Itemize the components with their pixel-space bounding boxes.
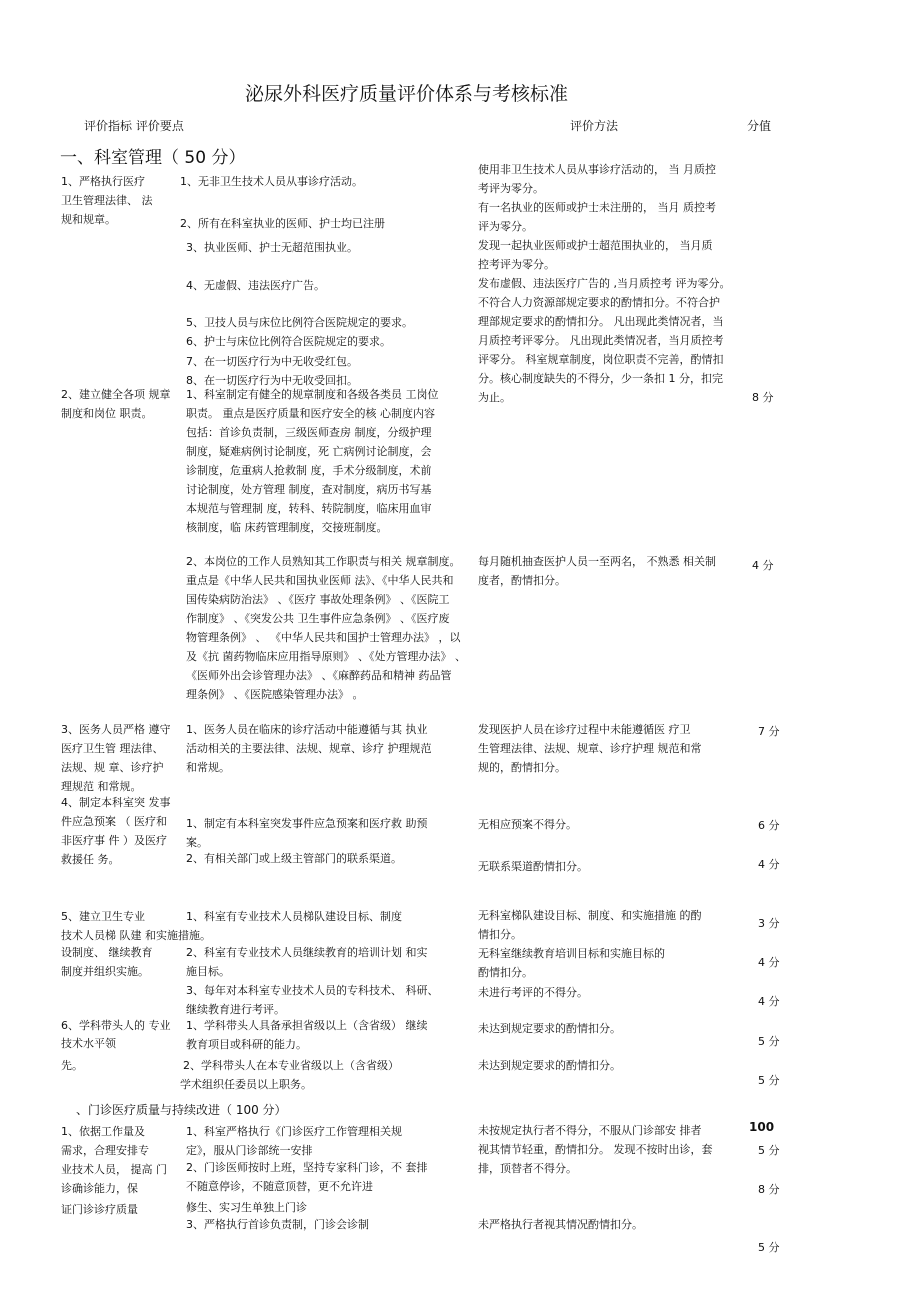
indicator4-label-line: 非医疗事 件 ）及医疗: [61, 834, 167, 847]
point-line: 重点是《中华人民共和国执业医师 法》、《中华人民共和: [186, 574, 454, 587]
indicator1-point-1: 1、无非卫生技术人员从事诊疗活动。: [180, 175, 363, 188]
indicator3-label-line: 3、医务人员严格 遵守: [61, 723, 171, 736]
point-line: 1、医务人员在临床的诊疗活动中能遵循与其 执业: [186, 723, 428, 736]
indicator2-label-line: 2、建立健全各项 规章: [61, 388, 171, 401]
indicator4-label-line: 4、制定本科室突 发事: [61, 796, 171, 809]
indicator6-label-3: 先。: [61, 1059, 83, 1072]
point-line: 2、本岗位的工作人员熟知其工作职责与相关 规章制度。: [186, 555, 461, 568]
indicator1-point-4: 4、无虚假、违法医疗广告。: [186, 279, 325, 292]
header-method: 评价方法: [570, 119, 619, 133]
indicator1-method: [478, 160, 731, 407]
point-line: 职责。 重点是医疗质量和医疗安全的核 心制度内容: [186, 407, 435, 420]
indicator2-point-2: [186, 552, 466, 704]
indicator1-point-6: 6、护士与床位比例符合医院规定的要求。: [186, 335, 391, 348]
point-line: 和常规。: [186, 761, 230, 774]
indicator5-point-1: 1、科室有专业技术人员梯队建设目标、制度: [186, 910, 402, 923]
indicator6-point-2: [180, 1056, 399, 1094]
point-line: 物管理条例》 、 《中华人民共和国护士管理办法》 ，以: [186, 631, 461, 644]
point-line: 修生、实习生单独上门诊: [186, 1201, 307, 1214]
point-line: 1、学科带头人具备承担省级以上（含省级） 继续: [186, 1019, 428, 1032]
s2-indicator1-point-3: 3、严格执行首诊负责制，门诊会诊制: [186, 1218, 369, 1231]
indicator4-point-2: 2、有相关部门或上级主管部门的联系渠道。: [186, 852, 402, 865]
indicator6-label-2: 技术水平领: [61, 1037, 116, 1050]
method-line: 分。核心制度缺失的不得分，少一条扣 1 分，扣完: [478, 372, 723, 385]
method-line: 视其情节轻重，酌情扣分。 发现不按时出诊，套: [478, 1143, 713, 1156]
s2-indicator1-point-1: [186, 1122, 402, 1160]
section1-title: 一、科室管理（ 50 分）: [60, 148, 246, 168]
section2-title: 、门诊医疗质量与持续改进（ 100 分）: [76, 1103, 287, 1117]
s2-indicator1-label-line: 证门诊诊疗质量: [61, 1203, 138, 1216]
point-line: 国传染病防治法》 、《医疗 事故处理条例》 、《医院工: [186, 593, 450, 606]
indicator3-point: [186, 720, 432, 777]
method-line: 规的，酌情扣分。: [478, 761, 566, 774]
indicator5-score-2: 4 分: [758, 956, 780, 969]
s2-indicator1-label-line: 诊确诊能力，保: [61, 1182, 138, 1195]
s2-indicator1-score-3: 5 分: [758, 1241, 780, 1254]
point-line: 学术组织任委员以上职务。: [180, 1078, 312, 1091]
method-line: 未按规定执行者不得分，不服从门诊部安 排者: [478, 1124, 702, 1137]
point-line: 不随意停诊，不随意顶替，更不允许进: [186, 1180, 373, 1193]
header-indicator-points: 评价指标 评价要点: [84, 119, 184, 133]
method-line: 发布虚假、违法医疗广告的 ,当月质控考 评为零分。: [478, 277, 731, 290]
method-line: 考评为零分。: [478, 182, 544, 195]
indicator5-label-4: 制度并组织实施。: [61, 965, 149, 978]
indicator6-score-1: 5 分: [758, 1035, 780, 1048]
method-line: 不符合人力资源部规定要求的酌情扣分。不符合护: [478, 296, 720, 309]
s2-indicator1-point-2: [186, 1158, 428, 1217]
indicator5-score-1: 3 分: [758, 917, 780, 930]
indicator1-point-2: 2、所有在科室执业的医师、护士均已注册: [180, 217, 385, 230]
point-line: 施目标。: [186, 965, 230, 978]
point-line: 及《抗 菌药物临床应用指导原则》 、《处方管理办法》 、: [186, 650, 466, 663]
method-line: 发现一起执业医师或护士超范围执业的， 当月质: [478, 239, 713, 252]
indicator6-point-1: [186, 1016, 428, 1054]
point-line: 定》，服从门诊部统一安排: [186, 1144, 313, 1157]
page-title: 泌尿外科医疗质量评价体系与考核标准: [245, 83, 569, 105]
indicator2-score-2: 4 分: [752, 559, 774, 572]
indicator1-point-5: 5、卫技人员与床位比例符合医院规定的要求。: [186, 316, 413, 329]
indicator5-label-2: 技术人员梯 队建 和实施措施。: [61, 929, 211, 942]
point-line: 作制度》 、《突发公共 卫生事件应急条例》 、《医疗废: [186, 612, 450, 625]
method-line: 为止。: [478, 391, 511, 404]
indicator5-method-3: 未进行考评的不得分。: [478, 986, 588, 999]
method-line: 情扣分。: [478, 928, 522, 941]
indicator5-score-3: 4 分: [758, 995, 780, 1008]
method-line: 评为零分。: [478, 220, 533, 233]
indicator4-label: [61, 793, 171, 869]
indicator3-label: [61, 720, 171, 796]
point-line: 2、学科带头人在本专业省级以上（含省级）: [183, 1059, 399, 1072]
indicator5-label-1: 5、建立卫生专业: [61, 910, 145, 923]
indicator5-point-2: [186, 943, 428, 981]
point-line: 本规范与管理制 度，转科、转院制度，临床用血审: [186, 502, 432, 515]
s2-indicator1-score-2: 8 分: [758, 1183, 780, 1196]
indicator4-label-line: 救援任 务。: [61, 853, 120, 866]
indicator3-score: 7 分: [758, 725, 780, 738]
indicator4-score-2: 4 分: [758, 858, 780, 871]
method-line: 评零分。 科室规章制度，岗位职责不完善，酌情扣: [478, 353, 724, 366]
method-line: 排，顶替者不得分。: [478, 1162, 577, 1175]
indicator5-method-1: [478, 906, 702, 944]
s2-indicator1-label-line: 需求，合理安排专: [61, 1144, 149, 1157]
s2-indicator1-score-1: 5 分: [758, 1144, 780, 1157]
indicator2-label-line: 制度和岗位 职责。: [61, 407, 153, 420]
point-line: 《医师外出会诊管理办法》 、《麻醉药品和精神 药品管: [186, 669, 452, 682]
indicator6-method-2: 未达到规定要求的酌情扣分。: [478, 1059, 621, 1072]
indicator1-point-8: 8、在一切医疗行为中无收受回扣。: [186, 374, 358, 387]
section2-total-score: 100: [749, 1120, 775, 1134]
indicator4-method-1: 无相应预案不得分。: [478, 818, 577, 831]
method-line: 控考评为零分。: [478, 258, 555, 271]
method-line: 生管理法律、法规、规章、诊疗护理 规范和常: [478, 742, 702, 755]
s2-indicator1-method-1: [478, 1121, 713, 1178]
point-line: 理条例》 、《医院感染管理办法》 。: [186, 688, 364, 701]
point-line: 制度，疑难病例讨论制度，死 亡病例讨论制度，会: [186, 445, 432, 458]
indicator1-point-7: 7、在一切医疗行为中无收受红包。: [186, 355, 358, 368]
indicator2-label: [61, 385, 171, 423]
indicator1-label: [61, 172, 153, 229]
point-line: 2、门诊医师按时上班，坚持专家科门诊，不 套排: [186, 1161, 428, 1174]
indicator3-label-line: 法规、规 章、诊疗护: [61, 761, 164, 774]
indicator1-point-3: 3、执业医师、护士无超范围执业。: [186, 241, 358, 254]
point-line: 讨论制度，处方管理 制度，查对制度，病历书写基: [186, 483, 432, 496]
indicator1-label-line: 规和规章。: [61, 213, 116, 226]
method-line: 有一名执业的医师或护士未注册的， 当月 质控考: [478, 201, 716, 214]
indicator4-point-1: [186, 814, 428, 852]
point-line: 诊制度，危重病人抢救制 度，手术分级制度，术前: [186, 464, 432, 477]
indicator2-method-2: [478, 552, 716, 590]
point-line: 1、制定有本科室突发事件应急预案和医疗救 助预: [186, 817, 428, 830]
point-line: 活动相关的主要法律、法规、规章、诊疗 护理规范: [186, 742, 432, 755]
indicator1-label-line: 1、严格执行医疗: [61, 175, 145, 188]
point-line: 案。: [186, 836, 208, 849]
indicator5-method-2: [478, 944, 665, 982]
s2-indicator1-label-line: 1、依据工作量及: [61, 1125, 145, 1138]
method-line: 无科室继续教育培训目标和实施目标的: [478, 947, 665, 960]
indicator4-score-1: 6 分: [758, 819, 780, 832]
indicator1-label-line: 卫生管理法律、 法: [61, 194, 153, 207]
indicator5-point-3: [186, 981, 439, 1019]
point-line: 3、每年对本科室专业技术人员的专科技术、 科研、: [186, 984, 439, 997]
point-line: 2、科室有专业技术人员继续教育的培训计划 和实: [186, 946, 428, 959]
indicator4-label-line: 件应急预案 （ 医疗和: [61, 815, 167, 828]
point-line: 核制度，临 床药管理制度，交接班制度。: [186, 521, 388, 534]
indicator3-label-line: 理规范 和常规。: [61, 780, 142, 793]
indicator6-method-1: 未达到规定要求的酌情扣分。: [478, 1022, 621, 1035]
method-line: 无科室梯队建设目标、制度、和实施措施 的酌: [478, 909, 702, 922]
indicator2-score-1: 8 分: [752, 391, 774, 404]
indicator4-method-2: 无联系渠道酌情扣分。: [478, 860, 588, 873]
method-line: 理部规定要求的酌情扣分。 凡出现此类情况者，当: [478, 315, 724, 328]
indicator5-label-3: 设制度、 继续教育: [61, 946, 153, 959]
s2-indicator1-label-line: 业技术人员， 提高 门: [61, 1163, 167, 1176]
method-line: 度者，酌情扣分。: [478, 574, 566, 587]
indicator3-method: [478, 720, 702, 777]
s2-indicator1-label: [61, 1122, 167, 1219]
indicator3-label-line: 医疗卫生管 理法律、: [61, 742, 164, 755]
point-line: 教育项目或科研的能力。: [186, 1038, 307, 1051]
point-line: 1、科室制定有健全的规章制度和各级各类员 工岗位: [186, 388, 439, 401]
method-line: 酌情扣分。: [478, 966, 533, 979]
point-line: 继续教育进行考评。: [186, 1003, 285, 1016]
s2-indicator1-method-2: 未严格执行者视其情况酌情扣分。: [478, 1218, 643, 1231]
header-score: 分值: [747, 119, 772, 133]
point-line: 1、科室严格执行《门诊医疗工作管理相关规: [186, 1125, 402, 1138]
method-line: 每月随机抽查医护人员一至两名， 不熟悉 相关制: [478, 555, 716, 568]
method-line: 使用非卫生技术人员从事诊疗活动的， 当 月质控: [478, 163, 716, 176]
indicator6-score-2: 5 分: [758, 1074, 780, 1087]
indicator2-point-1: [186, 385, 439, 537]
method-line: 发现医护人员在诊疗过程中未能遵循医 疗卫: [478, 723, 691, 736]
indicator6-label-1: 6、学科带头人的 专业: [61, 1019, 171, 1032]
method-line: 月质控考评零分。 凡出现此类情况者，当月质控考: [478, 334, 724, 347]
point-line: 包括：首诊负责制，三级医师查房 制度，分级护理: [186, 426, 432, 439]
